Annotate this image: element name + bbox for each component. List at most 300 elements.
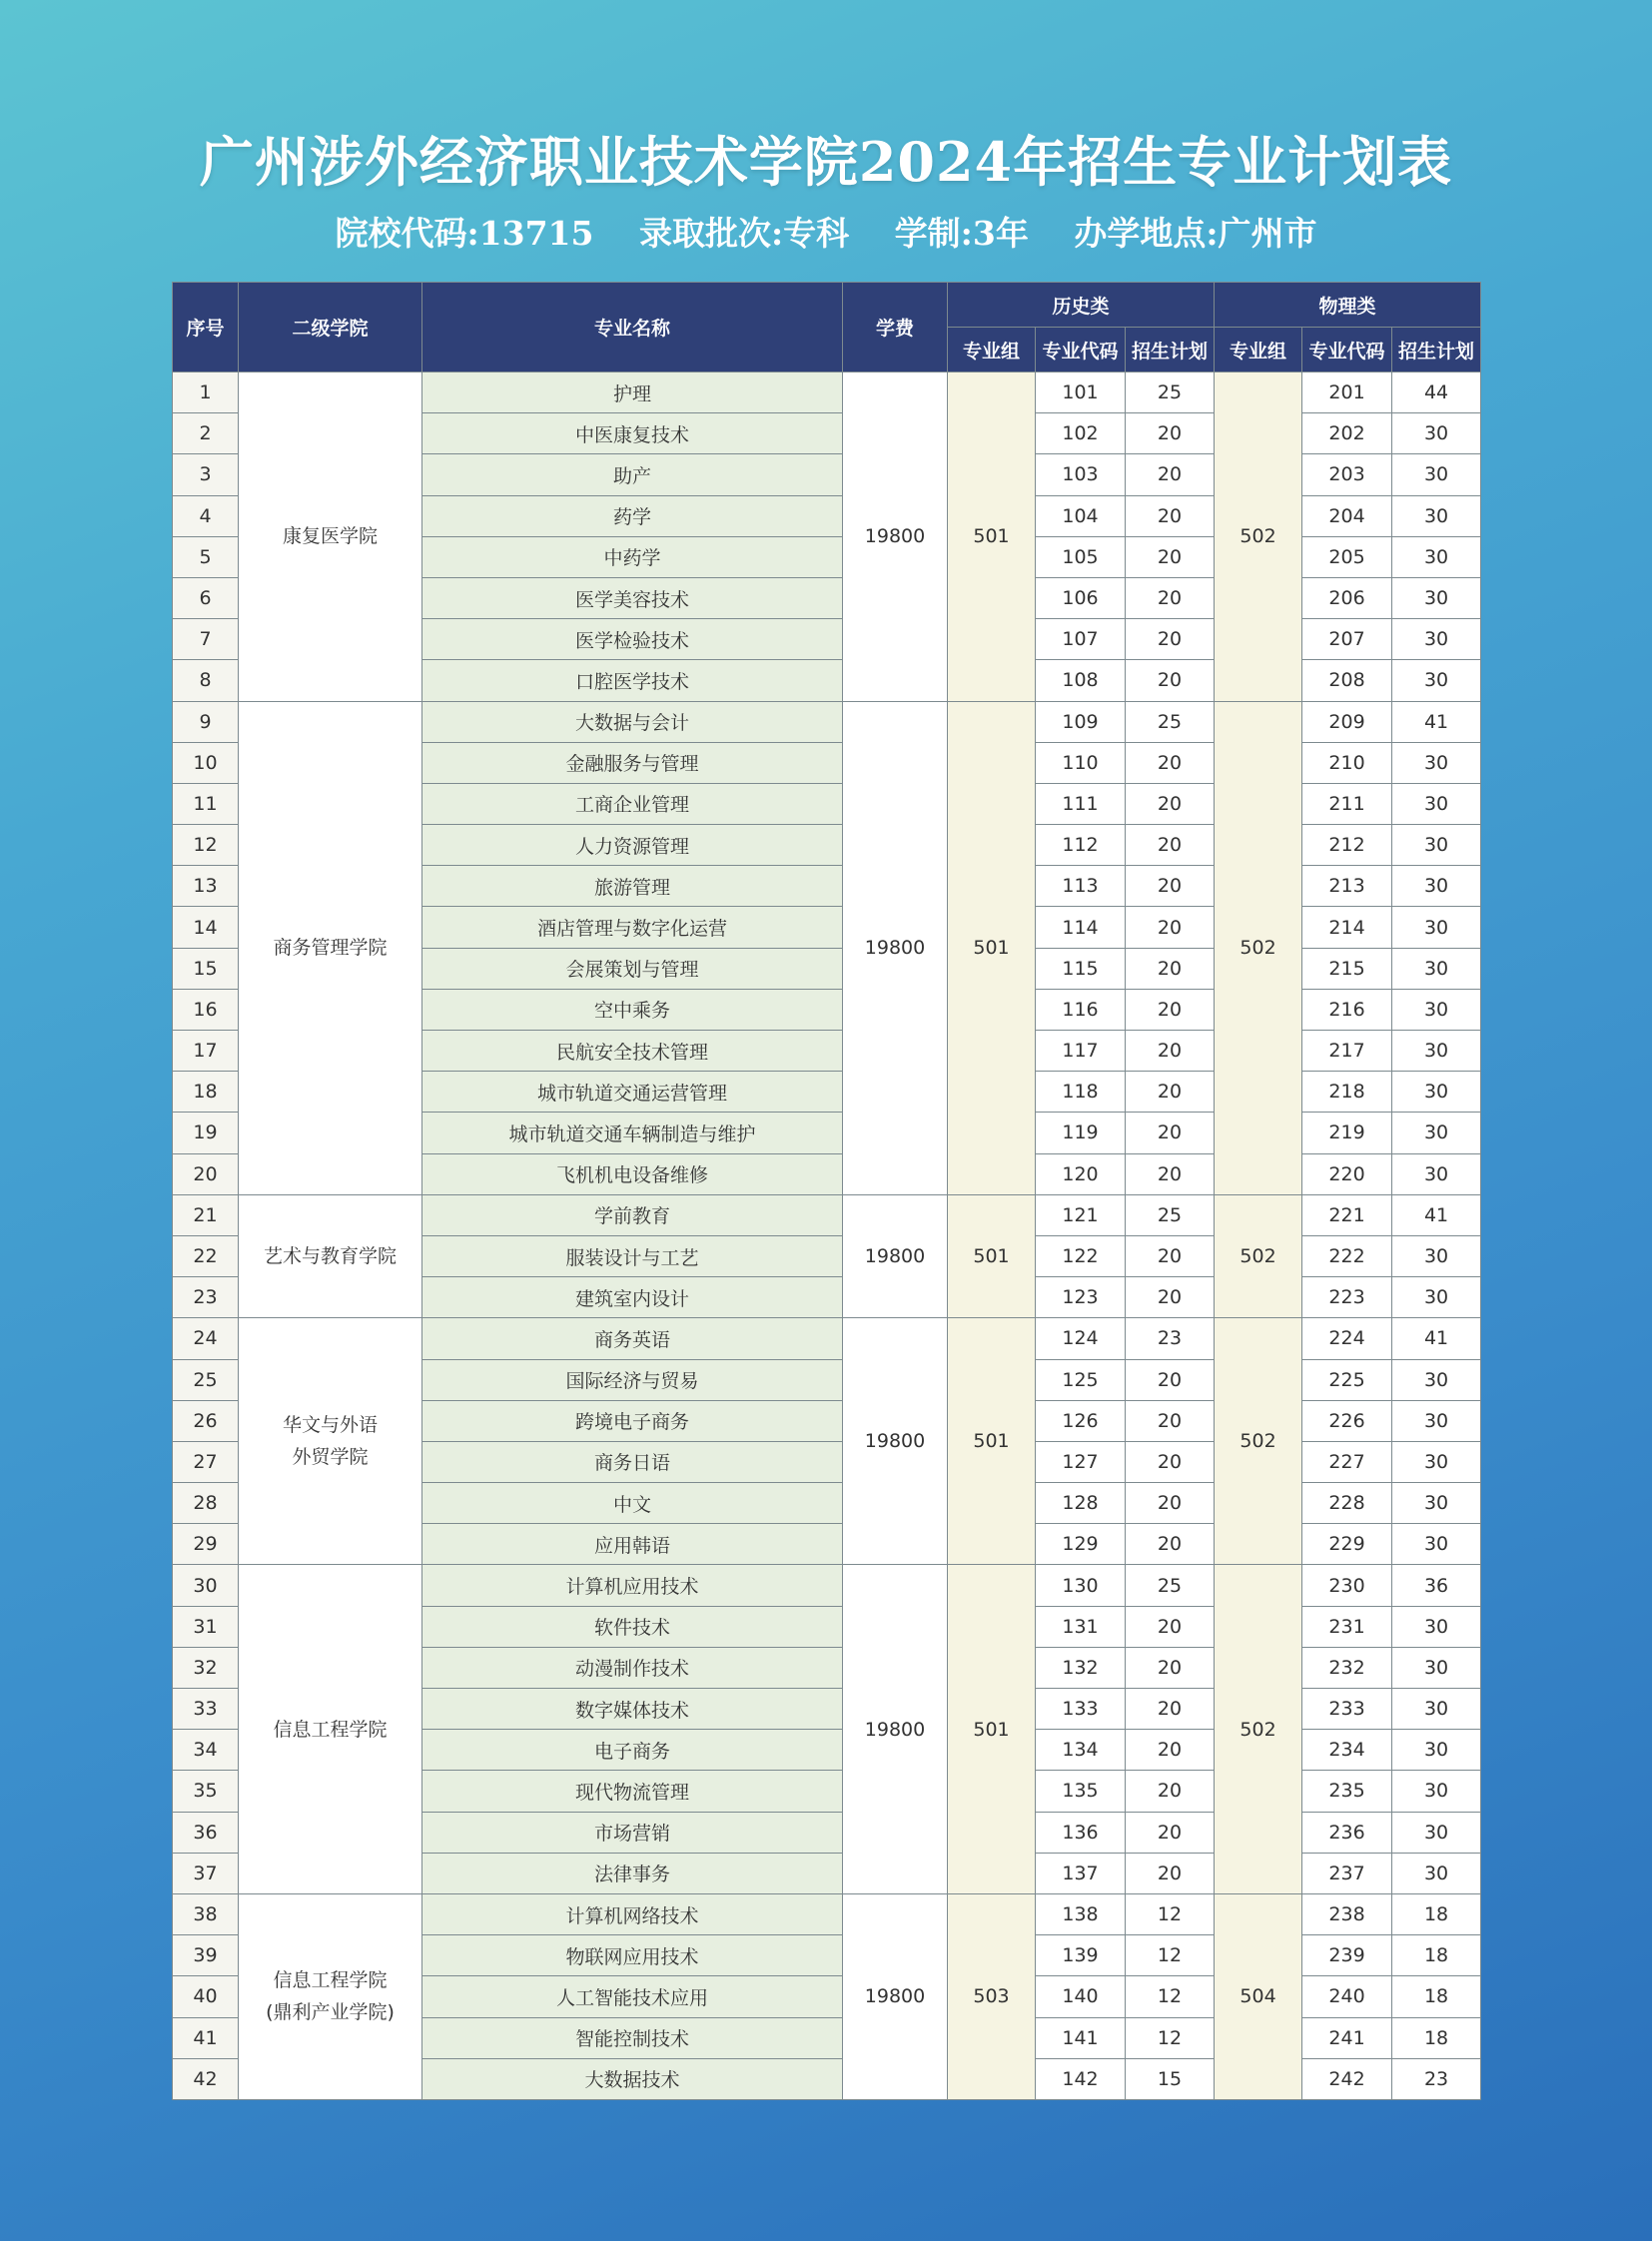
history-code-cell: 137 — [1036, 1853, 1126, 1893]
physics-code-cell: 221 — [1302, 1194, 1392, 1235]
history-code-cell: 136 — [1036, 1812, 1126, 1853]
physics-group-cell: 502 — [1215, 1318, 1302, 1565]
history-plan-cell: 20 — [1126, 1400, 1215, 1441]
seq-cell: 35 — [173, 1771, 239, 1812]
header-physics-code: 专业代码 — [1302, 328, 1392, 373]
physics-plan-cell: 30 — [1392, 1153, 1481, 1194]
major-name-cell: 工商企业管理 — [422, 783, 843, 824]
seq-cell: 38 — [173, 1893, 239, 1934]
history-code-cell: 142 — [1036, 2058, 1126, 2099]
physics-code-cell: 223 — [1302, 1277, 1392, 1318]
history-code-cell: 125 — [1036, 1359, 1126, 1400]
history-code-cell: 135 — [1036, 1771, 1126, 1812]
major-name-cell: 酒店管理与数字化运营 — [422, 907, 843, 948]
history-code-cell: 133 — [1036, 1689, 1126, 1730]
physics-plan-cell: 23 — [1392, 2058, 1481, 2099]
physics-plan-cell: 30 — [1392, 1524, 1481, 1565]
major-name-cell: 智能控制技术 — [422, 2017, 843, 2058]
history-plan-cell: 20 — [1126, 742, 1215, 783]
physics-code-cell: 212 — [1302, 825, 1392, 866]
seq-cell: 34 — [173, 1730, 239, 1771]
table-body — [173, 373, 1481, 2100]
physics-code-cell: 220 — [1302, 1153, 1392, 1194]
history-plan-cell: 20 — [1126, 495, 1215, 536]
physics-plan-cell: 30 — [1392, 1771, 1481, 1812]
history-code-cell: 129 — [1036, 1524, 1126, 1565]
history-plan-cell: 20 — [1126, 536, 1215, 577]
history-code-cell: 123 — [1036, 1277, 1126, 1318]
table-row — [173, 701, 1481, 742]
history-plan-cell: 25 — [1126, 701, 1215, 742]
history-plan-cell: 20 — [1126, 1524, 1215, 1565]
history-plan-cell: 12 — [1126, 1935, 1215, 1976]
history-plan-cell: 20 — [1126, 1606, 1215, 1647]
history-code-cell: 114 — [1036, 907, 1126, 948]
seq-cell: 7 — [173, 619, 239, 660]
physics-plan-cell: 30 — [1392, 742, 1481, 783]
major-name-cell: 护理 — [422, 373, 843, 413]
physics-plan-cell: 30 — [1392, 1359, 1481, 1400]
seq-cell: 39 — [173, 1935, 239, 1976]
history-code-cell: 130 — [1036, 1565, 1126, 1606]
physics-plan-cell: 30 — [1392, 989, 1481, 1030]
major-name-cell: 建筑室内设计 — [422, 1277, 843, 1318]
history-code-cell: 140 — [1036, 1976, 1126, 2017]
header-history-group: 专业组 — [948, 328, 1036, 373]
history-plan-cell: 20 — [1126, 1812, 1215, 1853]
physics-code-cell: 241 — [1302, 2017, 1392, 2058]
physics-plan-cell: 18 — [1392, 1935, 1481, 1976]
seq-cell: 30 — [173, 1565, 239, 1606]
physics-code-cell: 229 — [1302, 1524, 1392, 1565]
history-code-cell: 121 — [1036, 1194, 1126, 1235]
history-code-cell: 108 — [1036, 660, 1126, 701]
seq-cell: 15 — [173, 948, 239, 989]
physics-plan-cell: 30 — [1392, 825, 1481, 866]
seq-cell: 11 — [173, 783, 239, 824]
physics-code-cell: 226 — [1302, 1400, 1392, 1441]
seq-cell: 19 — [173, 1113, 239, 1153]
physics-code-cell: 231 — [1302, 1606, 1392, 1647]
physics-plan-cell: 18 — [1392, 1976, 1481, 2017]
seq-cell: 17 — [173, 1031, 239, 1072]
physics-code-cell: 233 — [1302, 1689, 1392, 1730]
history-code-cell: 128 — [1036, 1483, 1126, 1524]
header-fee: 学费 — [843, 283, 948, 373]
physics-code-cell: 202 — [1302, 413, 1392, 454]
history-plan-cell: 20 — [1126, 1113, 1215, 1153]
history-code-cell: 112 — [1036, 825, 1126, 866]
school-info — [0, 208, 1652, 255]
history-plan-cell: 20 — [1126, 825, 1215, 866]
major-name-cell: 飞机机电设备维修 — [422, 1153, 843, 1194]
history-code-cell: 126 — [1036, 1400, 1126, 1441]
history-plan-cell: 23 — [1126, 1318, 1215, 1359]
major-name-cell: 动漫制作技术 — [422, 1647, 843, 1688]
major-name-cell: 计算机应用技术 — [422, 1565, 843, 1606]
physics-plan-cell: 41 — [1392, 1194, 1481, 1235]
history-code-cell: 105 — [1036, 536, 1126, 577]
major-name-cell: 口腔医学技术 — [422, 660, 843, 701]
seq-cell: 13 — [173, 866, 239, 907]
history-code-cell: 138 — [1036, 1893, 1126, 1934]
major-name-cell: 人力资源管理 — [422, 825, 843, 866]
major-name-cell: 医学检验技术 — [422, 619, 843, 660]
physics-plan-cell: 44 — [1392, 373, 1481, 413]
physics-plan-cell: 30 — [1392, 619, 1481, 660]
seq-cell: 21 — [173, 1194, 239, 1235]
seq-cell: 29 — [173, 1524, 239, 1565]
history-plan-cell: 12 — [1126, 2017, 1215, 2058]
physics-plan-cell: 30 — [1392, 783, 1481, 824]
school-code: 院校代码:13715 — [335, 214, 594, 253]
tuition-cell: 19800 — [843, 1893, 948, 2099]
college-cell: 华文与外语 外贸学院 — [239, 1318, 422, 1565]
study-duration: 学制:3年 — [894, 214, 1029, 253]
history-plan-cell: 15 — [1126, 2058, 1215, 2099]
physics-plan-cell: 30 — [1392, 907, 1481, 948]
history-group-cell: 501 — [948, 1194, 1036, 1318]
major-name-cell: 助产 — [422, 454, 843, 495]
history-code-cell: 124 — [1036, 1318, 1126, 1359]
physics-plan-cell: 30 — [1392, 1235, 1481, 1276]
major-name-cell: 中药学 — [422, 536, 843, 577]
history-plan-cell: 20 — [1126, 989, 1215, 1030]
enrollment-plan-table-container — [172, 282, 1480, 2100]
history-plan-cell: 20 — [1126, 1072, 1215, 1113]
history-plan-cell: 20 — [1126, 1277, 1215, 1318]
history-code-cell: 118 — [1036, 1072, 1126, 1113]
physics-code-cell: 224 — [1302, 1318, 1392, 1359]
major-name-cell: 电子商务 — [422, 1730, 843, 1771]
history-plan-cell: 20 — [1126, 783, 1215, 824]
history-plan-cell: 20 — [1126, 866, 1215, 907]
major-name-cell: 市场营销 — [422, 1812, 843, 1853]
physics-code-cell: 211 — [1302, 783, 1392, 824]
physics-group-cell: 502 — [1215, 1565, 1302, 1894]
history-code-cell: 132 — [1036, 1647, 1126, 1688]
seq-cell: 1 — [173, 373, 239, 413]
seq-cell: 9 — [173, 701, 239, 742]
table-row — [173, 1565, 1481, 1606]
history-plan-cell: 20 — [1126, 1771, 1215, 1812]
history-plan-cell: 25 — [1126, 1565, 1215, 1606]
table-row — [173, 1318, 1481, 1359]
seq-cell: 12 — [173, 825, 239, 866]
major-name-cell: 会展策划与管理 — [422, 948, 843, 989]
seq-cell: 36 — [173, 1812, 239, 1853]
physics-plan-cell: 30 — [1392, 536, 1481, 577]
physics-plan-cell: 30 — [1392, 577, 1481, 618]
page-title: 广州涉外经济职业技术学院2024年招生专业计划表 — [199, 130, 1453, 194]
physics-plan-cell: 30 — [1392, 1812, 1481, 1853]
major-name-cell: 商务日语 — [422, 1441, 843, 1482]
major-name-cell: 城市轨道交通车辆制造与维护 — [422, 1113, 843, 1153]
physics-group-cell: 502 — [1215, 1194, 1302, 1318]
tuition-cell: 19800 — [843, 1194, 948, 1318]
physics-code-cell: 242 — [1302, 2058, 1392, 2099]
seq-cell: 4 — [173, 495, 239, 536]
major-name-cell: 数字媒体技术 — [422, 1689, 843, 1730]
physics-code-cell: 238 — [1302, 1893, 1392, 1934]
physics-code-cell: 209 — [1302, 701, 1392, 742]
physics-group-cell: 502 — [1215, 373, 1302, 702]
history-plan-cell: 20 — [1126, 1853, 1215, 1893]
physics-code-cell: 208 — [1302, 660, 1392, 701]
physics-plan-cell: 30 — [1392, 1400, 1481, 1441]
physics-code-cell: 218 — [1302, 1072, 1392, 1113]
history-plan-cell: 25 — [1126, 373, 1215, 413]
physics-plan-cell: 30 — [1392, 1606, 1481, 1647]
history-code-cell: 141 — [1036, 2017, 1126, 2058]
major-name-cell: 物联网应用技术 — [422, 1935, 843, 1976]
physics-code-cell: 222 — [1302, 1235, 1392, 1276]
seq-cell: 42 — [173, 2058, 239, 2099]
physics-plan-cell: 30 — [1392, 1072, 1481, 1113]
history-plan-cell: 20 — [1126, 413, 1215, 454]
physics-plan-cell: 41 — [1392, 701, 1481, 742]
seq-cell: 5 — [173, 536, 239, 577]
seq-cell: 28 — [173, 1483, 239, 1524]
history-code-cell: 119 — [1036, 1113, 1126, 1153]
history-group-cell: 501 — [948, 1318, 1036, 1565]
history-code-cell: 139 — [1036, 1935, 1126, 1976]
physics-plan-cell: 30 — [1392, 1730, 1481, 1771]
seq-cell: 41 — [173, 2017, 239, 2058]
physics-code-cell: 207 — [1302, 619, 1392, 660]
physics-code-cell: 227 — [1302, 1441, 1392, 1482]
seq-cell: 10 — [173, 742, 239, 783]
major-name-cell: 计算机网络技术 — [422, 1893, 843, 1934]
table-row — [173, 1893, 1481, 1934]
seq-cell: 22 — [173, 1235, 239, 1276]
history-group-cell: 501 — [948, 373, 1036, 702]
college-cell: 信息工程学院 — [239, 1565, 422, 1894]
physics-code-cell: 210 — [1302, 742, 1392, 783]
physics-plan-cell: 30 — [1392, 1113, 1481, 1153]
history-code-cell: 116 — [1036, 989, 1126, 1030]
history-code-cell: 134 — [1036, 1730, 1126, 1771]
physics-code-cell: 232 — [1302, 1647, 1392, 1688]
physics-code-cell: 204 — [1302, 495, 1392, 536]
history-code-cell: 102 — [1036, 413, 1126, 454]
major-name-cell: 应用韩语 — [422, 1524, 843, 1565]
history-code-cell: 103 — [1036, 454, 1126, 495]
history-plan-cell: 20 — [1126, 1689, 1215, 1730]
major-name-cell: 药学 — [422, 495, 843, 536]
history-code-cell: 131 — [1036, 1606, 1126, 1647]
major-name-cell: 金融服务与管理 — [422, 742, 843, 783]
history-plan-cell: 20 — [1126, 1359, 1215, 1400]
physics-plan-cell: 41 — [1392, 1318, 1481, 1359]
major-name-cell: 空中乘务 — [422, 989, 843, 1030]
major-name-cell: 国际经济与贸易 — [422, 1359, 843, 1400]
physics-code-cell: 234 — [1302, 1730, 1392, 1771]
physics-plan-cell: 30 — [1392, 948, 1481, 989]
physics-group-cell: 502 — [1215, 701, 1302, 1194]
major-name-cell: 商务英语 — [422, 1318, 843, 1359]
history-plan-cell: 20 — [1126, 1483, 1215, 1524]
history-code-cell: 117 — [1036, 1031, 1126, 1072]
physics-plan-cell: 30 — [1392, 866, 1481, 907]
physics-code-cell: 235 — [1302, 1771, 1392, 1812]
physics-plan-cell: 18 — [1392, 1893, 1481, 1934]
major-name-cell: 城市轨道交通运营管理 — [422, 1072, 843, 1113]
history-plan-cell: 12 — [1126, 1976, 1215, 2017]
physics-code-cell: 213 — [1302, 866, 1392, 907]
header-history: 历史类 — [948, 283, 1215, 328]
history-plan-cell: 20 — [1126, 1235, 1215, 1276]
history-plan-cell: 20 — [1126, 948, 1215, 989]
header-physics-group: 专业组 — [1215, 328, 1302, 373]
physics-plan-cell: 30 — [1392, 1441, 1481, 1482]
tuition-cell: 19800 — [843, 1318, 948, 1565]
seq-cell: 25 — [173, 1359, 239, 1400]
history-plan-cell: 20 — [1126, 1153, 1215, 1194]
physics-code-cell: 225 — [1302, 1359, 1392, 1400]
history-plan-cell: 20 — [1126, 1031, 1215, 1072]
history-code-cell: 127 — [1036, 1441, 1126, 1482]
header-major: 专业名称 — [422, 283, 843, 373]
major-name-cell: 大数据与会计 — [422, 701, 843, 742]
header-physics-plan: 招生计划 — [1392, 328, 1481, 373]
physics-code-cell: 230 — [1302, 1565, 1392, 1606]
physics-plan-cell: 30 — [1392, 1689, 1481, 1730]
seq-cell: 26 — [173, 1400, 239, 1441]
seq-cell: 20 — [173, 1153, 239, 1194]
history-plan-cell: 20 — [1126, 1441, 1215, 1482]
table-row — [173, 1194, 1481, 1235]
major-name-cell: 民航安全技术管理 — [422, 1031, 843, 1072]
physics-plan-cell: 18 — [1392, 2017, 1481, 2058]
history-code-cell: 115 — [1036, 948, 1126, 989]
history-plan-cell: 25 — [1126, 1194, 1215, 1235]
seq-cell: 6 — [173, 577, 239, 618]
tuition-cell: 19800 — [843, 373, 948, 702]
tuition-cell: 19800 — [843, 701, 948, 1194]
seq-cell: 16 — [173, 989, 239, 1030]
physics-code-cell: 201 — [1302, 373, 1392, 413]
history-code-cell: 122 — [1036, 1235, 1126, 1276]
physics-code-cell: 240 — [1302, 1976, 1392, 2017]
physics-code-cell: 239 — [1302, 1935, 1392, 1976]
physics-plan-cell: 30 — [1392, 1031, 1481, 1072]
tuition-cell: 19800 — [843, 1565, 948, 1894]
header-college: 二级学院 — [239, 283, 422, 373]
seq-cell: 33 — [173, 1689, 239, 1730]
major-name-cell: 中医康复技术 — [422, 413, 843, 454]
seq-cell: 31 — [173, 1606, 239, 1647]
major-name-cell: 法律事务 — [422, 1853, 843, 1893]
college-cell: 商务管理学院 — [239, 701, 422, 1194]
history-group-cell: 503 — [948, 1893, 1036, 2099]
history-code-cell: 106 — [1036, 577, 1126, 618]
header-history-code: 专业代码 — [1036, 328, 1126, 373]
college-cell: 艺术与教育学院 — [239, 1194, 422, 1318]
physics-code-cell: 217 — [1302, 1031, 1392, 1072]
physics-plan-cell: 36 — [1392, 1565, 1481, 1606]
physics-plan-cell: 30 — [1392, 1277, 1481, 1318]
table-row — [173, 373, 1481, 413]
physics-plan-cell: 30 — [1392, 454, 1481, 495]
history-plan-cell: 20 — [1126, 1730, 1215, 1771]
history-group-cell: 501 — [948, 1565, 1036, 1894]
history-plan-cell: 20 — [1126, 619, 1215, 660]
major-name-cell: 现代物流管理 — [422, 1771, 843, 1812]
major-name-cell: 中文 — [422, 1483, 843, 1524]
admission-batch: 录取批次:专科 — [638, 214, 850, 253]
major-name-cell: 大数据技术 — [422, 2058, 843, 2099]
seq-cell: 14 — [173, 907, 239, 948]
history-plan-cell: 20 — [1126, 454, 1215, 495]
history-plan-cell: 20 — [1126, 1647, 1215, 1688]
college-cell: 康复医学院 — [239, 373, 422, 702]
history-code-cell: 111 — [1036, 783, 1126, 824]
history-plan-cell: 20 — [1126, 907, 1215, 948]
physics-code-cell: 219 — [1302, 1113, 1392, 1153]
college-cell: 信息工程学院 (鼎利产业学院) — [239, 1893, 422, 2099]
seq-cell: 24 — [173, 1318, 239, 1359]
physics-plan-cell: 30 — [1392, 1853, 1481, 1893]
physics-group-cell: 504 — [1215, 1893, 1302, 2099]
header-seq: 序号 — [173, 283, 239, 373]
physics-code-cell: 203 — [1302, 454, 1392, 495]
seq-cell: 3 — [173, 454, 239, 495]
physics-plan-cell: 30 — [1392, 1647, 1481, 1688]
physics-plan-cell: 30 — [1392, 1483, 1481, 1524]
history-group-cell: 501 — [948, 701, 1036, 1194]
physics-code-cell: 215 — [1302, 948, 1392, 989]
enrollment-plan-table — [172, 282, 1481, 2100]
major-name-cell: 旅游管理 — [422, 866, 843, 907]
major-name-cell: 医学美容技术 — [422, 577, 843, 618]
history-plan-cell: 20 — [1126, 577, 1215, 618]
history-code-cell: 113 — [1036, 866, 1126, 907]
seq-cell: 2 — [173, 413, 239, 454]
physics-code-cell: 236 — [1302, 1812, 1392, 1853]
seq-cell: 8 — [173, 660, 239, 701]
header-history-plan: 招生计划 — [1126, 328, 1215, 373]
major-name-cell: 服装设计与工艺 — [422, 1235, 843, 1276]
physics-code-cell: 216 — [1302, 989, 1392, 1030]
seq-cell: 40 — [173, 1976, 239, 2017]
physics-code-cell: 205 — [1302, 536, 1392, 577]
major-name-cell: 人工智能技术应用 — [422, 1976, 843, 2017]
physics-code-cell: 237 — [1302, 1853, 1392, 1893]
major-name-cell: 跨境电子商务 — [422, 1400, 843, 1441]
school-location: 办学地点:广州市 — [1074, 214, 1317, 253]
seq-cell: 23 — [173, 1277, 239, 1318]
physics-code-cell: 214 — [1302, 907, 1392, 948]
major-name-cell: 软件技术 — [422, 1606, 843, 1647]
seq-cell: 37 — [173, 1853, 239, 1893]
physics-code-cell: 206 — [1302, 577, 1392, 618]
history-code-cell: 120 — [1036, 1153, 1126, 1194]
seq-cell: 32 — [173, 1647, 239, 1688]
history-code-cell: 104 — [1036, 495, 1126, 536]
major-name-cell: 学前教育 — [422, 1194, 843, 1235]
history-code-cell: 110 — [1036, 742, 1126, 783]
physics-plan-cell: 30 — [1392, 495, 1481, 536]
history-plan-cell: 12 — [1126, 1893, 1215, 1934]
physics-plan-cell: 30 — [1392, 413, 1481, 454]
history-plan-cell: 20 — [1126, 660, 1215, 701]
physics-code-cell: 228 — [1302, 1483, 1392, 1524]
header-physics: 物理类 — [1215, 283, 1481, 328]
history-code-cell: 101 — [1036, 373, 1126, 413]
physics-plan-cell: 30 — [1392, 660, 1481, 701]
history-code-cell: 109 — [1036, 701, 1126, 742]
